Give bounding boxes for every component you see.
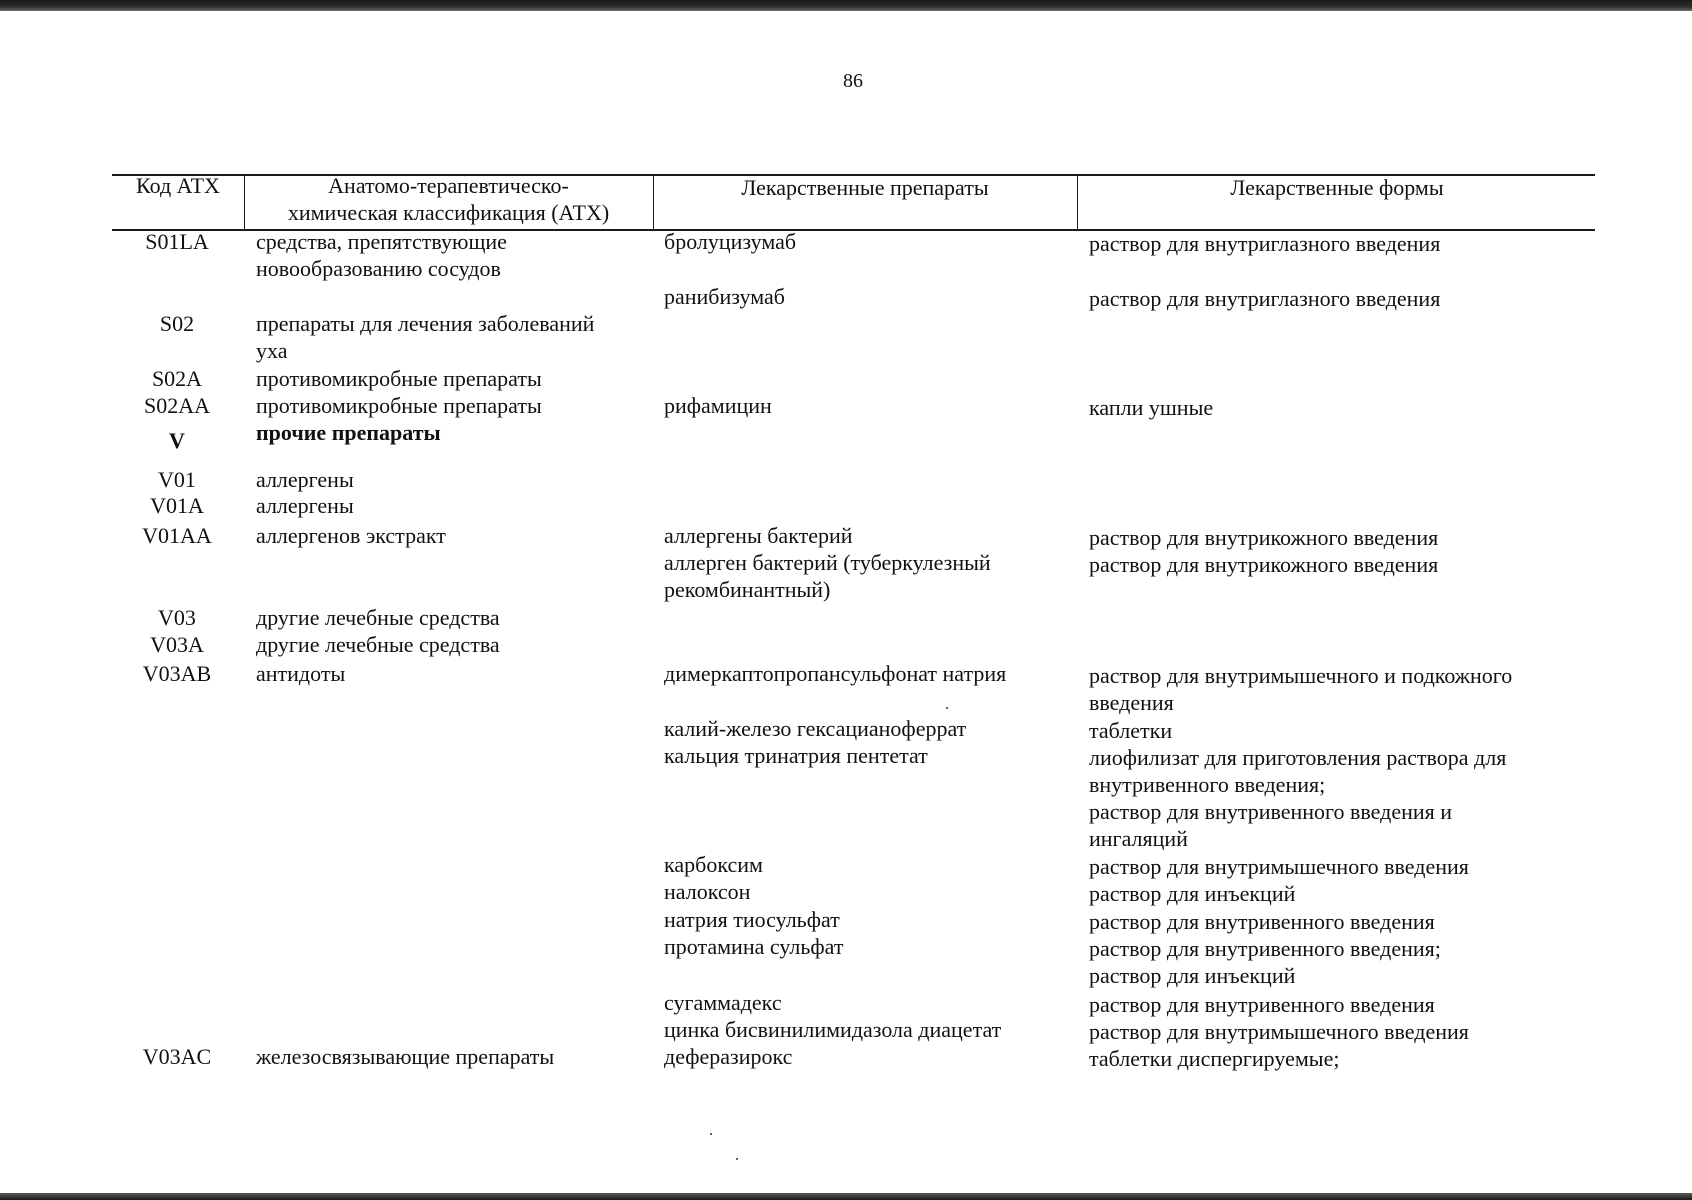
header-divider-1 xyxy=(244,174,245,230)
page-number: 86 xyxy=(843,70,863,92)
drug-name: димеркаптопропансульфонат натрия xyxy=(664,661,1007,686)
dosage-form: раствор для внутривенного введения; xyxy=(1089,936,1441,961)
dosage-form: раствор для инъекций xyxy=(1089,881,1296,906)
drug-name: цинка бисвинилимидазола диацетат xyxy=(664,1017,1002,1042)
atc-code: V xyxy=(169,428,185,453)
dosage-form: раствор для внутрикожного введения xyxy=(1089,552,1439,577)
classification-text: противомикробные препараты xyxy=(256,366,542,391)
scan-speck xyxy=(946,707,948,709)
drug-name: протамина сульфат xyxy=(664,934,844,959)
classification-text: другие лечебные средства xyxy=(256,632,500,657)
dosage-form: капли ушные xyxy=(1089,395,1214,420)
header-divider-3 xyxy=(1077,174,1078,230)
dosage-form: раствор для внутримышечного и подкожного xyxy=(1089,663,1513,688)
classification-text: противомикробные препараты xyxy=(256,393,542,418)
header-forms: Лекарственные формы xyxy=(1230,175,1444,200)
dosage-form: лиофилизат для приготовления раствора для xyxy=(1089,745,1507,770)
classification-text: прочие препараты xyxy=(256,420,441,445)
drug-name: рифамицин xyxy=(664,393,772,418)
atc-code: S02 xyxy=(159,311,195,336)
atc-code: V01A xyxy=(150,493,204,518)
dosage-form: раствор для внутриглазного введения xyxy=(1089,286,1441,311)
dosage-form: раствор для внутриглазного введения xyxy=(1089,231,1441,256)
atc-code: V03AB xyxy=(142,661,212,686)
atc-code: S02A xyxy=(151,366,203,391)
dosage-form: таблетки диспергируемые; xyxy=(1089,1046,1340,1071)
classification-text: аллергенов экстракт xyxy=(256,523,446,548)
classification-text: антидоты xyxy=(256,661,346,686)
drug-name: бролуцизумаб xyxy=(664,229,797,254)
header-drugs: Лекарственные препараты xyxy=(741,175,989,200)
classification-text: уха xyxy=(256,338,288,363)
dosage-form: внутривенного введения; xyxy=(1089,772,1326,797)
drug-name: сугаммадекс xyxy=(664,990,782,1015)
dosage-form: раствор для внутривенного введения и xyxy=(1089,799,1453,824)
dosage-form: раствор для внутримышечного введения xyxy=(1089,1019,1469,1044)
atc-code: V03A xyxy=(150,632,204,657)
atc-code: S01LA xyxy=(145,229,209,254)
atc-code: V03AC xyxy=(142,1044,212,1069)
atc-code: V03 xyxy=(158,605,196,630)
dosage-form: раствор для инъекций xyxy=(1089,963,1296,988)
classification-text: средства, препятствующие xyxy=(256,229,507,254)
classification-text: аллергены xyxy=(256,467,354,492)
dosage-form: введения xyxy=(1089,690,1174,715)
drug-name: ранибизумаб xyxy=(664,284,785,309)
drug-name: калий-железо гексацианоферрат xyxy=(664,716,967,741)
classification-text: препараты для лечения заболеваний xyxy=(256,311,595,336)
drug-name: деферазирокс xyxy=(664,1044,793,1069)
dosage-form: раствор для внутримышечного введения xyxy=(1089,854,1469,879)
drug-name: карбоксим xyxy=(664,852,763,877)
header-code: Код АТХ xyxy=(136,173,220,198)
classification-text: другие лечебные средства xyxy=(256,605,500,630)
drug-name: кальция тринатрия пентетат xyxy=(664,743,928,768)
header-classification xyxy=(246,172,651,226)
dosage-form: ингаляций xyxy=(1089,826,1188,851)
drug-name: аллергены бактерий xyxy=(664,523,853,548)
scan-edge-bottom xyxy=(0,1193,1692,1200)
dosage-form: раствор для внутривенного введения xyxy=(1089,909,1435,934)
drug-name: аллерген бактерий (туберкулезный xyxy=(664,550,991,575)
drug-name: рекомбинантный) xyxy=(664,577,831,602)
dosage-form: таблетки xyxy=(1089,718,1173,743)
atc-code: V01 xyxy=(158,467,196,492)
classification-text: железосвязывающие препараты xyxy=(256,1044,555,1069)
scan-speck xyxy=(736,1158,738,1160)
classification-text: аллергены xyxy=(256,493,354,518)
atc-code: V01AA xyxy=(142,523,212,548)
drug-name: натрия тиосульфат xyxy=(664,907,840,932)
header-divider-2 xyxy=(653,174,654,230)
dosage-form: раствор для внутрикожного введения xyxy=(1089,525,1439,550)
drug-name: налоксон xyxy=(664,879,751,904)
classification-text: новообразованию сосудов xyxy=(256,256,501,281)
header-classification-line-2: химическая классификация (АТХ) xyxy=(287,200,610,225)
dosage-form: раствор для внутривенного введения xyxy=(1089,992,1435,1017)
header-classification-line-1: Анатомо-терапевтическо- xyxy=(328,173,569,198)
scan-edge-top xyxy=(0,0,1692,11)
scan-speck xyxy=(710,1133,712,1135)
atc-code: S02AA xyxy=(143,393,210,418)
